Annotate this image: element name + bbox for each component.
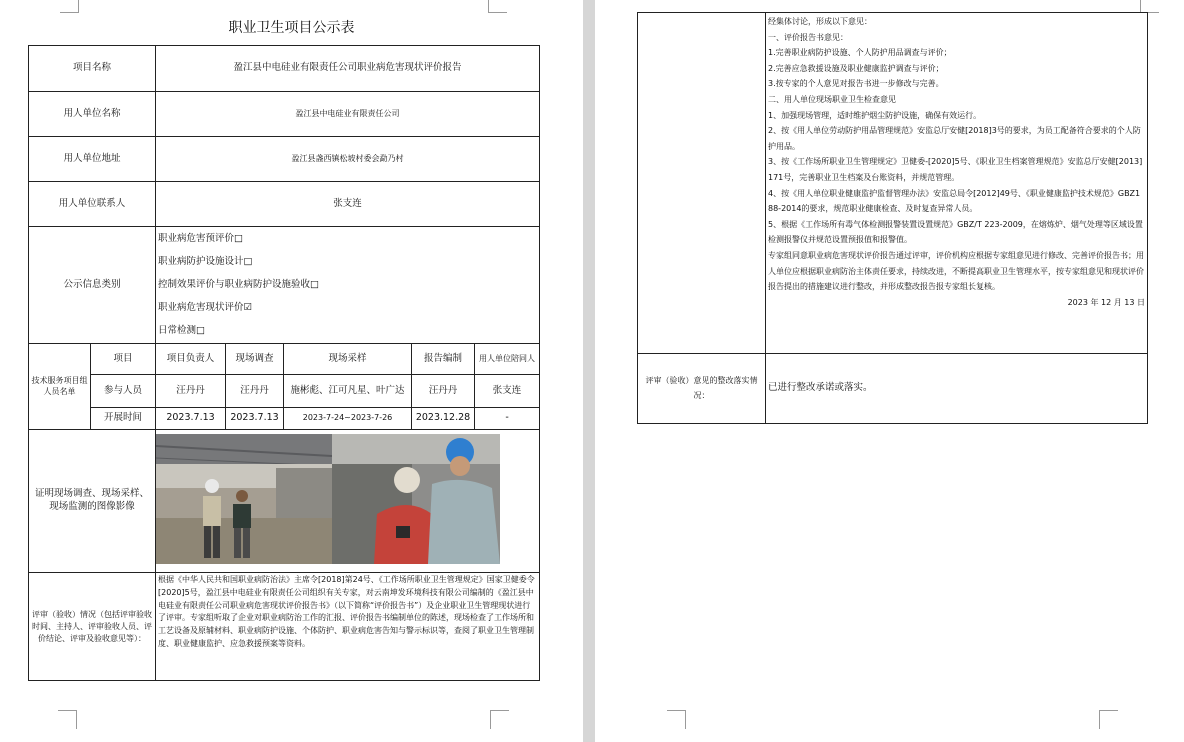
team-header-report: 报告编制 [412, 344, 475, 375]
category-option: 控制效果评价与职业病防护设施验收□ [158, 279, 319, 290]
opinion-paragraph: 二、用人单位现场职业卫生检查意见 [768, 94, 896, 104]
time-sampling: 2023-7-24~2023-7-26 [284, 408, 412, 430]
crop-mark [1099, 710, 1118, 729]
opinion-paragraph: 1.完善职业病防护设施、个人防护用品调查与评价； [768, 48, 952, 58]
document-title: 职业卫生项目公示表 [228, 20, 355, 36]
participant-sampling: 施彬彪、江可凡星、叶广达 [284, 375, 412, 408]
opinion-content [766, 13, 1148, 354]
opinion-paragraph: 2.完善应急救援设施及职业健康监护调查与评价； [768, 63, 944, 73]
photo-label: 证明现场调查、现场采样、现场监测的图像影像 [29, 430, 156, 573]
crop-mark [60, 0, 79, 13]
team-header-lead: 项目负责人 [156, 344, 226, 375]
project-name: 盈江县中电硅业有限责任公司职业病危害现状评价报告 [156, 46, 540, 92]
crop-mark [58, 710, 77, 729]
opinion-paragraph: 1、加强现场管理，适时维护烟尘防护设施，确保有效运行。 [768, 110, 982, 120]
time-escort: - [475, 408, 540, 430]
opinion-paragraph: 经集体讨论，形成以下意见： [768, 17, 872, 26]
project-name-label: 项目名称 [29, 46, 156, 92]
document-page-2 [595, 0, 1184, 742]
participant-lead: 汪丹丹 [156, 375, 226, 408]
site-photo-2 [332, 434, 500, 564]
opinion-paragraph: 5、根据《工作场所有毒气体检测报警装置设置规范》GBZ/T 223-2009，在熔炼炉、烟气处理等区域设置检测报警仪并规范设置预报值和报警值。 [768, 219, 1143, 245]
opinion-paragraph: 一、评价报告书意见： [768, 32, 848, 42]
document-page-1 [0, 0, 583, 742]
employer-address-label: 用人单位地址 [29, 137, 156, 182]
category-option: 职业病危害预评价□ [158, 233, 243, 244]
crop-mark [490, 710, 509, 729]
employer-name: 盈江县中电硅业有限责任公司 [156, 92, 540, 137]
review-label: 评审（验收）情况（包括评审验收时间、主持人、评审验收人员、评价结论、评审及验收意见等）： [29, 573, 156, 681]
category-option: 职业病危害现状评价☑ [158, 302, 253, 313]
employer-contact-label: 用人单位联系人 [29, 182, 156, 227]
rectify-label: 评审（验收）意见的整改落实情况： [638, 354, 766, 424]
opinion-paragraph: 专家组同意职业病危害现状评价报告通过评审，评价机构应根据专家组意见进行修改、完善评价报告书；用人单位应根据职业病防治主体责任要求，持续改进，不断提高职业卫生管理水平，按专家组意见和现状评价报告提出的措施建议进行整改，并形成整改报告报专家组长复核。 [768, 250, 1144, 292]
crop-mark [488, 0, 507, 13]
site-photo-1 [156, 434, 332, 564]
participants-label: 参与人员 [91, 375, 156, 408]
rectify-text: 已进行整改承诺或落实。 [766, 354, 1148, 424]
opinion-table [637, 12, 1148, 424]
time-survey: 2023.7.13 [226, 408, 284, 430]
category-option: 日常检测□ [158, 325, 205, 336]
team-header-escort: 用人单位陪同人 [475, 344, 540, 375]
participant-survey: 汪丹丹 [226, 375, 284, 408]
opinion-paragraph: 2、按《用人单位劳动防护用品管理规范》安监总厅安健[2018]3号的要求，为员工配备符合要求的个人防护用品。 [768, 126, 1141, 151]
review-text: 根据《中华人民共和国职业病防治法》主席令[2018]第24号、《工作场所职业卫生管理规定》国家卫健委令[2020]5号，盈江县中电硅业有限责任公司组织有关专家，对云南坤发环境科技有限公司编制的《盈江县中电硅业有限责任公司职业病危害现状评价报告书》（以下简称“评价报告书”）及企业职业卫生管理现状进行了评审。专家组听取了企业对职业病防治工作的汇报、评价报告书编制单位的陈述，现场检查了工作场所和工艺设备及原辅材料、职业病防护设施、个体防护、职业病危害告知与警示标识等，查阅了职业卫生管理制度、职业健康监护、应急救援预案等资料。 [156, 573, 540, 681]
team-label: 技术服务项目组人员名单 [29, 344, 91, 430]
time-label: 开展时间 [91, 408, 156, 430]
team-header-item: 项目 [91, 344, 156, 375]
time-report: 2023.12.28 [412, 408, 475, 430]
participant-report: 汪丹丹 [412, 375, 475, 408]
time-lead: 2023.7.13 [156, 408, 226, 430]
photo-cell [156, 430, 540, 573]
category-option: 职业病防护设施设计□ [158, 256, 253, 267]
team-header-survey: 现场调查 [226, 344, 284, 375]
project-table [28, 45, 540, 681]
opinion-paragraph: 3.按专家的个人意见对报告书进一步修改与完善。 [768, 79, 944, 89]
opinion-paragraph: 4、按《用人单位职业健康监护监督管理办法》安监总局令[2012]49号、《职业健康监护技术规范》GBZ188-2014的要求，规范职业健康检查、及时复查异常人员。 [768, 188, 1141, 214]
opinion-paragraph: 3、按《工作场所职业卫生管理规定》卫健委-[2020]5号、《职业卫生档案管理规范》安监总厅安健[2013]171号，完善职业卫生档案及台账资料，并规范管理。 [768, 157, 1143, 182]
category-options [156, 227, 540, 344]
crop-mark [667, 710, 686, 729]
employer-contact: 张支连 [156, 182, 540, 227]
employer-address: 盈江县盏西镇松坡村委会勐乃村 [156, 137, 540, 182]
category-label: 公示信息类别 [29, 227, 156, 344]
employer-name-label: 用人单位名称 [29, 92, 156, 137]
participant-escort: 张支连 [475, 375, 540, 408]
team-header-sampling: 现场采样 [284, 344, 412, 375]
opinion-date: 2023 年 12 月 13 日 [1067, 297, 1145, 307]
opinion-left-blank [638, 13, 766, 354]
